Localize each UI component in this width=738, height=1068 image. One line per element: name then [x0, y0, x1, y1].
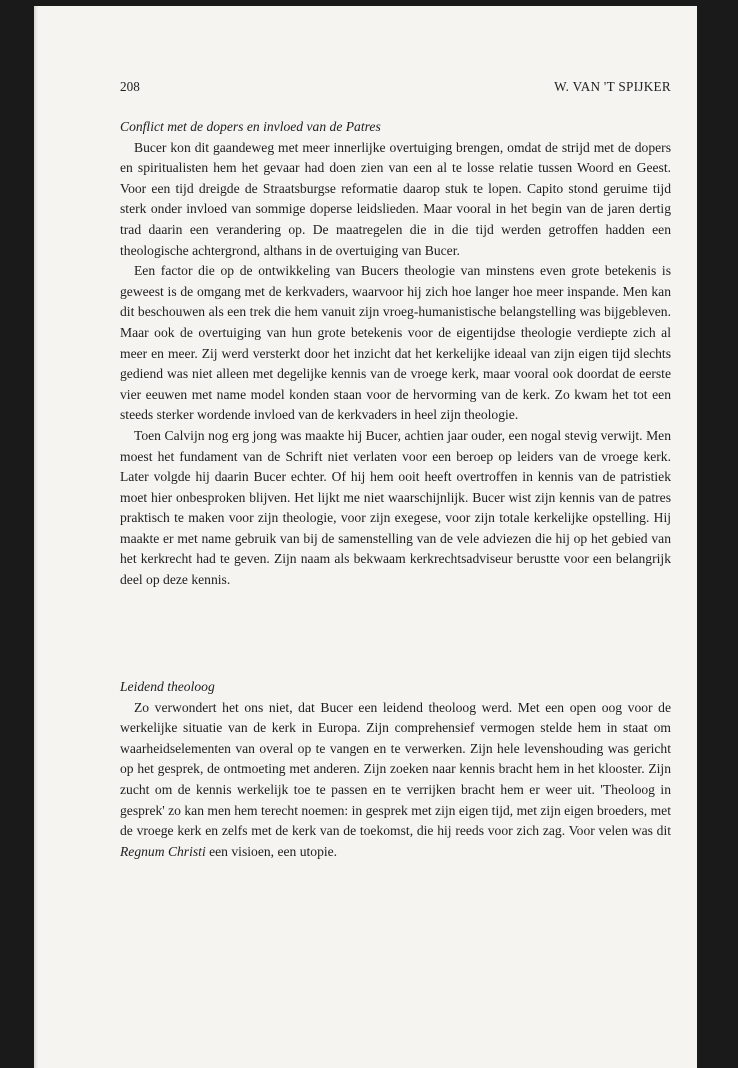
- page-edge-shadow: [34, 6, 38, 1068]
- section-leidend-theoloog: [120, 677, 671, 862]
- paragraph-text: Zo verwondert het ons niet, dat Bucer een leidend theoloog werd. Met een open oog voor de werkelijke situatie van de kerk in Europa. Zijn comprehensief vermogen stelde hem in staat om waarheidselementen van overal op te vangen en te verwerken. Zijn hele levenshouding was gericht op het gesprek, de ontmoeting met anderen. Zijn zoeken naar kennis bracht hem in het klooster. Zijn zucht om de kennis werkelijk toe te passen en te verrijken bracht hem er weer uit. 'Theoloog in gesprek' zo kan men hem terecht noemen: in gesprek met zijn eigen tijd, met zijn eigen broeders, met de vroege kerk en zelfs met de kerk van de toekomst, die hij reeds voor zich zag. Voor velen was dit: [120, 699, 671, 839]
- paragraph-italic-term: Regnum Christi: [120, 843, 206, 859]
- paragraph: Toen Calvijn nog erg jong was maakte hij Bucer, achtien jaar ouder, een nogal stevig verwijt. Men moest het fundament van de Schrift niet verlaten voor een beroep op leiders van de vroege kerk. Later volgde hij daarin Bucer echter. Of hij hem ooit heeft overtroffen in kennis van de patristiek moet hier onbesproken blijven. Het lijkt me niet waarschijnlijk. Bucer wist zijn kennis van de patres praktisch te maken voor zijn theologie, voor zijn exegese, voor zijn totale kerkelijke opstelling. Hij maakte er met name gebruik van bij de samenstelling van de vele adviezen die hij op het gebied van het kerkrecht had te geven. Zijn naam als bekwaam kerkrechtsadviseur berustte voor een belangrijk deel op deze kennis.: [120, 427, 671, 588]
- page-number: 208: [120, 79, 140, 94]
- paragraph-text-end: een visioen, een utopie.: [205, 843, 338, 859]
- book-page: [34, 6, 697, 1068]
- paragraph: Een factor die op de ontwikkeling van Bucers theologie van minstens even grote betekenis is geweest is de omgang met de kerkvaders, waarvoor hij zich hoe langer hoe meer inspande. Men kan dit beschouwen als een trek die hem vanuit zijn vroeg-humanistische belangstelling was bijgebleven. Maar ook de overtuiging van hun grote betekenis voor de eigentijdse theologie verdiepte zich al meer en meer. Zij werd versterkt door het inzicht dat het kerkelijke ideaal van zijn eigen tijd slechts gediend was niet alleen met degelijke kennis van de vroege kerk, maar vooral ook doordat de eerste vier eeuwen met name model konden staan voor de hervorming van de kerk. Zo kwam het tot een steeds sterker wordende invloed van de kerkvaders in heel zijn theologie.: [120, 263, 671, 423]
- running-header: [120, 79, 671, 99]
- paragraph: [120, 698, 671, 863]
- section-heading-leidend: Leidend theoloog: [120, 679, 215, 694]
- section-heading-conflict: Conflict met de dopers en invloed van de Patres: [120, 119, 381, 134]
- section-conflict: [120, 117, 671, 591]
- paragraph: Bucer kon dit gaandeweg met meer innerlijke overtuiging brengen, omdat de strijd met de dopers en spiritualisten hem het gevaar had doen zien van een al te losse relatie tussen Woord en Geest. Voor een tijd dreigde de Straatsburgse reformatie daarop stuk te lopen. Capito stond geruime tijd sterk onder invloed van sommige doperse leidslieden. Maar vooral in het begin van de jaren dertig trad daarin een verandering op. De maatregelen die in die tijd werden getroffen hadden een theologische achtergrond, althans in de overtuiging van Bucer.: [120, 139, 671, 258]
- running-author: W. VAN 'T SPIJKER: [554, 79, 671, 94]
